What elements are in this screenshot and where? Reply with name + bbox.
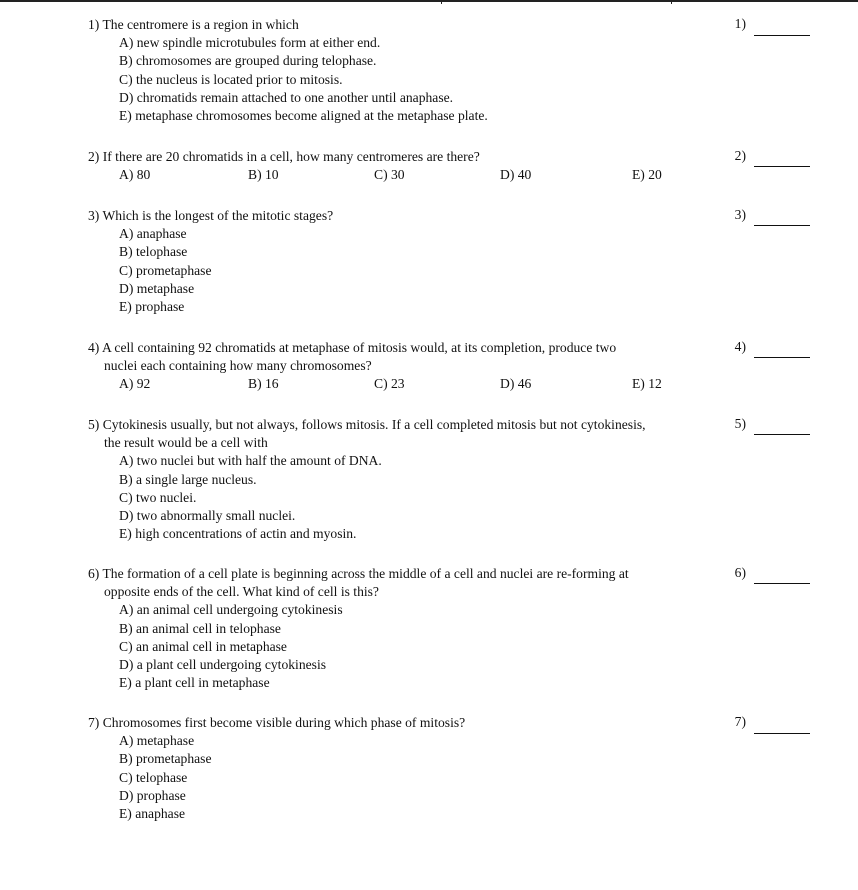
answer-blank[interactable]: [754, 214, 810, 226]
question-stem: 4) A cell containing 92 chromatids at metaphase of mitosis would, at its completion, produce two: [88, 340, 617, 355]
choice-c: C) two nuclei.: [119, 489, 197, 505]
choice-c: C) 23: [374, 376, 405, 392]
question-stem-continued: opposite ends of the cell. What kind of cell is this?: [104, 584, 379, 600]
choice-a: A) anaphase: [119, 226, 187, 242]
choice-b: B) chromosomes are grouped during telophase.: [119, 53, 377, 69]
choice-d: D) two abnormally small nuclei.: [119, 508, 296, 524]
choice-c: C) prometaphase: [119, 262, 212, 278]
choice-e: E) high concentrations of actin and myosin.: [119, 526, 357, 542]
rule-tick: [671, 0, 672, 4]
question-stem: 1) The centromere is a region in which: [88, 17, 299, 32]
choice-d: D) chromatids remain attached to one another until anaphase.: [119, 89, 454, 105]
choice-d: D) 40: [500, 167, 532, 183]
question-stem: 7) Chromosomes first become visible during which phase of mitosis?: [88, 715, 466, 730]
choice-e: E) anaphase: [119, 806, 186, 822]
answer-number: 2): [734, 148, 746, 163]
question-stem-continued: nuclei each containing how many chromosomes?: [104, 358, 372, 374]
question-stem: 2) If there are 20 chromatids in a cell, how many centromeres are there?: [88, 149, 480, 164]
choice-c: C) an animal cell in metaphase: [119, 638, 287, 654]
question-2: [88, 148, 728, 184]
question-stem: 6) The formation of a cell plate is beginning across the middle of a cell and nuclei are re-forming at: [88, 566, 629, 581]
choice-b: B) an animal cell in telophase: [119, 620, 281, 636]
choice-d: D) a plant cell undergoing cytokinesis: [119, 657, 327, 673]
answer-number: 4): [734, 339, 746, 354]
question-stem: 3) Which is the longest of the mitotic stages?: [88, 208, 334, 223]
choice-a: A) metaphase: [119, 733, 195, 749]
question-5: [88, 416, 728, 543]
question-4: [88, 339, 728, 394]
choice-a: A) new spindle microtubules form at either end.: [119, 35, 381, 51]
answer-blank[interactable]: [754, 155, 810, 167]
choice-c: C) telophase: [119, 769, 188, 785]
choice-row: [88, 166, 728, 184]
choice-b: B) 10: [248, 167, 279, 183]
choice-a: A) 80: [119, 167, 151, 183]
answer-blank[interactable]: [754, 722, 810, 734]
answer-number: 6): [734, 565, 746, 580]
answer-blank[interactable]: [754, 423, 810, 435]
choice-a: A) two nuclei but with half the amount of DNA.: [119, 453, 382, 469]
question-stem: 5) Cytokinesis usually, but not always, follows mitosis. If a cell completed mitosis but not cytokinesis,: [88, 417, 646, 432]
answer-blank[interactable]: [754, 24, 810, 36]
choice-e: E) 12: [632, 376, 662, 392]
question-3: [88, 207, 728, 316]
answer-number: 1): [734, 16, 746, 31]
page-top-rule: [0, 0, 858, 2]
answer-number: 7): [734, 714, 746, 729]
answer-blank[interactable]: [754, 346, 810, 358]
choice-b: B) a single large nucleus.: [119, 471, 257, 487]
choice-c: C) the nucleus is located prior to mitosis.: [119, 71, 343, 87]
question-7: [88, 714, 728, 823]
rule-tick: [441, 0, 442, 4]
choice-d: D) prophase: [119, 787, 186, 803]
choice-d: D) metaphase: [119, 280, 195, 296]
answer-number: 3): [734, 207, 746, 222]
question-1: [88, 16, 728, 125]
choice-e: E) metaphase chromosomes become aligned at the metaphase plate.: [119, 108, 488, 124]
choice-a: A) an animal cell undergoing cytokinesis: [119, 602, 343, 618]
choice-e: E) 20: [632, 167, 662, 183]
choice-b: B) prometaphase: [119, 751, 212, 767]
question-stem-continued: the result would be a cell with: [104, 435, 268, 451]
choice-e: E) prophase: [119, 299, 185, 315]
choice-row: [88, 375, 728, 393]
answer-blank[interactable]: [754, 572, 810, 584]
choice-d: D) 46: [500, 376, 532, 392]
choice-a: A) 92: [119, 376, 151, 392]
question-6: [88, 565, 728, 692]
choice-e: E) a plant cell in metaphase: [119, 675, 270, 691]
choice-b: B) telophase: [119, 244, 188, 260]
choice-b: B) 16: [248, 376, 279, 392]
answer-number: 5): [734, 416, 746, 431]
choice-c: C) 30: [374, 167, 405, 183]
